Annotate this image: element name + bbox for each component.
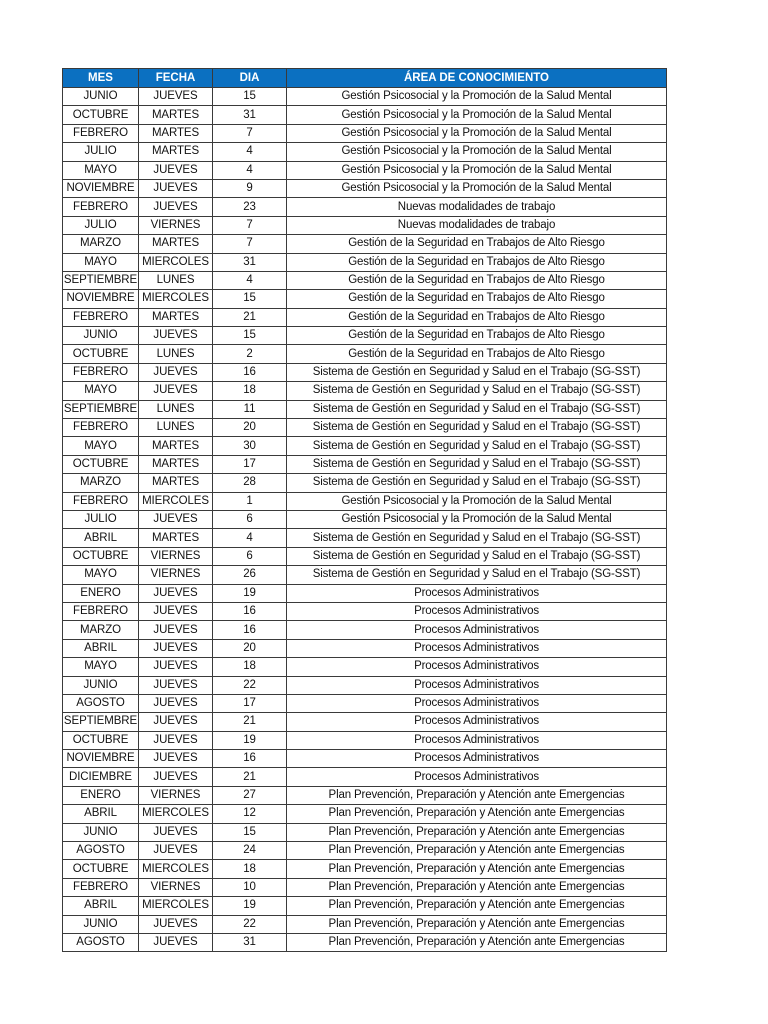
cell-fecha[interactable]: JUEVES [139, 694, 213, 712]
cell-fecha[interactable]: JUEVES [139, 658, 213, 676]
cell-area[interactable]: Procesos Administrativos [287, 676, 667, 694]
cell-fecha[interactable]: MIERCOLES [139, 897, 213, 915]
cell-dia[interactable]: 19 [213, 584, 287, 602]
table-row [63, 933, 667, 951]
cell-mes[interactable]: MAYO [63, 437, 139, 455]
cell-fecha[interactable]: JUEVES [139, 198, 213, 216]
cell-mes[interactable]: FEBRERO [63, 308, 139, 326]
cell-fecha[interactable]: JUEVES [139, 584, 213, 602]
cell-dia[interactable]: 18 [213, 382, 287, 400]
cell-area[interactable]: Gestión Psicosocial y la Promoción de la Salud Mental [287, 492, 667, 510]
cell-area[interactable]: Procesos Administrativos [287, 750, 667, 768]
cell-dia[interactable]: 7 [213, 235, 287, 253]
cell-fecha[interactable]: MIERCOLES [139, 805, 213, 823]
cell-area[interactable]: Gestión de la Seguridad en Trabajos de Alto Riesgo [287, 308, 667, 326]
cell-mes[interactable]: ENERO [63, 584, 139, 602]
table-row [63, 327, 667, 345]
cell-mes[interactable]: SEPTIEMBRE [63, 400, 139, 418]
cell-fecha[interactable]: MARTES [139, 143, 213, 161]
cell-area[interactable]: Procesos Administrativos [287, 621, 667, 639]
header-mes[interactable]: MES [63, 69, 139, 88]
cell-fecha[interactable]: MIERCOLES [139, 860, 213, 878]
table-row [63, 639, 667, 657]
table-row [63, 345, 667, 363]
table-row [63, 823, 667, 841]
cell-mes[interactable]: MAYO [63, 161, 139, 179]
table-row [63, 235, 667, 253]
cell-area[interactable]: Sistema de Gestión en Seguridad y Salud en el Trabajo (SG-SST) [287, 437, 667, 455]
cell-fecha[interactable]: LUNES [139, 271, 213, 289]
cell-area[interactable]: Gestión Psicosocial y la Promoción de la Salud Mental [287, 179, 667, 197]
cell-mes[interactable]: ABRIL [63, 897, 139, 915]
cell-area[interactable]: Sistema de Gestión en Seguridad y Salud en el Trabajo (SG-SST) [287, 474, 667, 492]
cell-area[interactable]: Nuevas modalidades de trabajo [287, 216, 667, 234]
cell-dia[interactable]: 30 [213, 437, 287, 455]
cell-area[interactable]: Plan Prevención, Preparación y Atención ante Emergencias [287, 933, 667, 951]
cell-area[interactable]: Plan Prevención, Preparación y Atención ante Emergencias [287, 842, 667, 860]
table-row [63, 658, 667, 676]
cell-mes[interactable]: SEPTIEMBRE [63, 713, 139, 731]
cell-dia[interactable]: 16 [213, 621, 287, 639]
table-row [63, 253, 667, 271]
cell-dia[interactable]: 21 [213, 768, 287, 786]
cell-mes[interactable]: FEBRERO [63, 363, 139, 381]
table-row [63, 897, 667, 915]
table-row [63, 731, 667, 749]
cell-area[interactable]: Sistema de Gestión en Seguridad y Salud en el Trabajo (SG-SST) [287, 547, 667, 565]
cell-area[interactable]: Sistema de Gestión en Seguridad y Salud en el Trabajo (SG-SST) [287, 529, 667, 547]
cell-dia[interactable]: 22 [213, 915, 287, 933]
cell-mes[interactable]: JUNIO [63, 327, 139, 345]
schedule-table [62, 68, 667, 952]
cell-dia[interactable]: 17 [213, 694, 287, 712]
cell-fecha[interactable]: JUEVES [139, 933, 213, 951]
cell-fecha[interactable]: JUEVES [139, 161, 213, 179]
cell-dia[interactable]: 23 [213, 198, 287, 216]
cell-fecha[interactable]: JUEVES [139, 750, 213, 768]
cell-area[interactable]: Sistema de Gestión en Seguridad y Salud en el Trabajo (SG-SST) [287, 382, 667, 400]
cell-fecha[interactable]: MARTES [139, 437, 213, 455]
cell-dia[interactable]: 20 [213, 639, 287, 657]
cell-fecha[interactable]: MARTES [139, 529, 213, 547]
cell-mes[interactable]: OCTUBRE [63, 455, 139, 473]
cell-dia[interactable]: 15 [213, 88, 287, 106]
cell-area[interactable]: Plan Prevención, Preparación y Atención ante Emergencias [287, 786, 667, 804]
cell-area[interactable]: Gestión Psicosocial y la Promoción de la Salud Mental [287, 106, 667, 124]
cell-mes[interactable]: ENERO [63, 786, 139, 804]
cell-mes[interactable]: JUNIO [63, 676, 139, 694]
cell-dia[interactable]: 31 [213, 106, 287, 124]
cell-dia[interactable]: 19 [213, 897, 287, 915]
cell-dia[interactable]: 20 [213, 419, 287, 437]
cell-fecha[interactable]: VIERNES [139, 786, 213, 804]
cell-fecha[interactable]: MARTES [139, 124, 213, 142]
cell-mes[interactable]: MARZO [63, 474, 139, 492]
table-row [63, 363, 667, 381]
cell-area[interactable]: Gestión de la Seguridad en Trabajos de Alto Riesgo [287, 235, 667, 253]
table-row [63, 437, 667, 455]
cell-area[interactable]: Gestión Psicosocial y la Promoción de la Salud Mental [287, 143, 667, 161]
cell-dia[interactable]: 18 [213, 658, 287, 676]
cell-dia[interactable]: 4 [213, 271, 287, 289]
cell-mes[interactable]: OCTUBRE [63, 860, 139, 878]
cell-mes[interactable]: MAYO [63, 658, 139, 676]
cell-mes[interactable]: MAYO [63, 566, 139, 584]
cell-area[interactable]: Procesos Administrativos [287, 694, 667, 712]
cell-dia[interactable]: 9 [213, 179, 287, 197]
table-row [63, 474, 667, 492]
cell-dia[interactable]: 16 [213, 363, 287, 381]
cell-mes[interactable]: JULIO [63, 216, 139, 234]
cell-mes[interactable]: JUNIO [63, 823, 139, 841]
cell-mes[interactable]: JUNIO [63, 915, 139, 933]
cell-area[interactable]: Gestión de la Seguridad en Trabajos de Alto Riesgo [287, 253, 667, 271]
cell-mes[interactable]: FEBRERO [63, 198, 139, 216]
cell-fecha[interactable]: JUEVES [139, 621, 213, 639]
cell-area[interactable]: Gestión de la Seguridad en Trabajos de Alto Riesgo [287, 345, 667, 363]
cell-mes[interactable]: DICIEMBRE [63, 768, 139, 786]
cell-dia[interactable]: 21 [213, 713, 287, 731]
cell-mes[interactable]: FEBRERO [63, 602, 139, 620]
cell-dia[interactable]: 22 [213, 676, 287, 694]
cell-area[interactable]: Procesos Administrativos [287, 602, 667, 620]
table-row [63, 290, 667, 308]
cell-fecha[interactable]: MIERCOLES [139, 253, 213, 271]
cell-dia[interactable]: 6 [213, 510, 287, 528]
cell-mes[interactable]: MAYO [63, 253, 139, 271]
cell-dia[interactable]: 18 [213, 860, 287, 878]
cell-mes[interactable]: SEPTIEMBRE [63, 271, 139, 289]
cell-dia[interactable]: 31 [213, 933, 287, 951]
table-row [63, 124, 667, 142]
cell-mes[interactable]: OCTUBRE [63, 345, 139, 363]
cell-area[interactable]: Gestión Psicosocial y la Promoción de la Salud Mental [287, 124, 667, 142]
cell-fecha[interactable]: JUEVES [139, 842, 213, 860]
table-row [63, 584, 667, 602]
cell-dia[interactable]: 7 [213, 216, 287, 234]
cell-dia[interactable]: 10 [213, 878, 287, 896]
cell-fecha[interactable]: JUEVES [139, 363, 213, 381]
table-row [63, 419, 667, 437]
table-row [63, 308, 667, 326]
table-row [63, 179, 667, 197]
cell-area[interactable]: Plan Prevención, Preparación y Atención ante Emergencias [287, 823, 667, 841]
cell-area[interactable]: Plan Prevención, Preparación y Atención ante Emergencias [287, 860, 667, 878]
cell-mes[interactable]: OCTUBRE [63, 106, 139, 124]
cell-fecha[interactable]: MARTES [139, 235, 213, 253]
cell-area[interactable]: Nuevas modalidades de trabajo [287, 198, 667, 216]
cell-area[interactable]: Sistema de Gestión en Seguridad y Salud en el Trabajo (SG-SST) [287, 455, 667, 473]
cell-fecha[interactable]: JUEVES [139, 382, 213, 400]
cell-dia[interactable]: 19 [213, 731, 287, 749]
cell-fecha[interactable]: VIERNES [139, 566, 213, 584]
cell-mes[interactable]: JULIO [63, 143, 139, 161]
cell-dia[interactable]: 4 [213, 161, 287, 179]
cell-area[interactable]: Sistema de Gestión en Seguridad y Salud en el Trabajo (SG-SST) [287, 566, 667, 584]
cell-dia[interactable]: 6 [213, 547, 287, 565]
table-row [63, 492, 667, 510]
cell-area[interactable]: Procesos Administrativos [287, 584, 667, 602]
cell-dia[interactable]: 4 [213, 529, 287, 547]
cell-fecha[interactable]: MIERCOLES [139, 492, 213, 510]
table-row [63, 566, 667, 584]
table-row [63, 198, 667, 216]
cell-fecha[interactable]: JUEVES [139, 639, 213, 657]
cell-area[interactable]: Sistema de Gestión en Seguridad y Salud en el Trabajo (SG-SST) [287, 363, 667, 381]
cell-area[interactable]: Gestión Psicosocial y la Promoción de la Salud Mental [287, 88, 667, 106]
cell-dia[interactable]: 2 [213, 345, 287, 363]
cell-fecha[interactable]: JUEVES [139, 510, 213, 528]
cell-fecha[interactable]: JUEVES [139, 713, 213, 731]
cell-dia[interactable]: 17 [213, 455, 287, 473]
table-row [63, 400, 667, 418]
cell-area[interactable]: Procesos Administrativos [287, 768, 667, 786]
cell-dia[interactable]: 15 [213, 823, 287, 841]
cell-area[interactable]: Gestión de la Seguridad en Trabajos de Alto Riesgo [287, 271, 667, 289]
cell-area[interactable]: Procesos Administrativos [287, 713, 667, 731]
cell-fecha[interactable]: JUEVES [139, 179, 213, 197]
cell-area[interactable]: Sistema de Gestión en Seguridad y Salud en el Trabajo (SG-SST) [287, 400, 667, 418]
cell-fecha[interactable]: MARTES [139, 308, 213, 326]
table-row [63, 161, 667, 179]
cell-area[interactable]: Gestión de la Seguridad en Trabajos de Alto Riesgo [287, 327, 667, 345]
table-row [63, 106, 667, 124]
table-row [63, 694, 667, 712]
cell-fecha[interactable]: MIERCOLES [139, 290, 213, 308]
cell-fecha[interactable]: JUEVES [139, 327, 213, 345]
cell-area[interactable]: Sistema de Gestión en Seguridad y Salud en el Trabajo (SG-SST) [287, 419, 667, 437]
cell-dia[interactable]: 21 [213, 308, 287, 326]
cell-fecha[interactable]: JUEVES [139, 88, 213, 106]
cell-mes[interactable]: MAYO [63, 382, 139, 400]
cell-mes[interactable]: AGOSTO [63, 933, 139, 951]
cell-area[interactable]: Procesos Administrativos [287, 639, 667, 657]
cell-dia[interactable]: 15 [213, 290, 287, 308]
header-area-de-conocimiento[interactable]: ÁREA DE CONOCIMIENTO [287, 69, 667, 88]
cell-fecha[interactable]: VIERNES [139, 547, 213, 565]
cell-fecha[interactable]: JUEVES [139, 676, 213, 694]
cell-fecha[interactable]: VIERNES [139, 216, 213, 234]
table-row [63, 529, 667, 547]
cell-mes[interactable]: NOVIEMBRE [63, 750, 139, 768]
cell-fecha[interactable]: LUNES [139, 419, 213, 437]
table-row [63, 547, 667, 565]
table-row [63, 602, 667, 620]
table-row [63, 713, 667, 731]
cell-fecha[interactable]: JUEVES [139, 823, 213, 841]
table-row [63, 860, 667, 878]
table-row [63, 382, 667, 400]
cell-mes[interactable]: ABRIL [63, 639, 139, 657]
header-fecha[interactable]: FECHA [139, 69, 213, 88]
cell-area[interactable]: Plan Prevención, Preparación y Atención ante Emergencias [287, 897, 667, 915]
cell-mes[interactable]: FEBRERO [63, 419, 139, 437]
cell-dia[interactable]: 26 [213, 566, 287, 584]
cell-mes[interactable]: MARZO [63, 235, 139, 253]
cell-mes[interactable]: FEBRERO [63, 878, 139, 896]
spreadsheet-sheet [62, 68, 666, 952]
cell-fecha[interactable]: MARTES [139, 106, 213, 124]
cell-mes[interactable]: NOVIEMBRE [63, 290, 139, 308]
cell-dia[interactable]: 16 [213, 602, 287, 620]
table-row [63, 510, 667, 528]
cell-mes[interactable]: AGOSTO [63, 694, 139, 712]
cell-area[interactable]: Plan Prevención, Preparación y Atención ante Emergencias [287, 915, 667, 933]
cell-dia[interactable]: 12 [213, 805, 287, 823]
cell-dia[interactable]: 31 [213, 253, 287, 271]
cell-dia[interactable]: 4 [213, 143, 287, 161]
header-row [63, 69, 667, 88]
cell-mes[interactable]: MARZO [63, 621, 139, 639]
cell-area[interactable]: Procesos Administrativos [287, 658, 667, 676]
cell-fecha[interactable]: LUNES [139, 345, 213, 363]
cell-area[interactable]: Plan Prevención, Preparación y Atención ante Emergencias [287, 878, 667, 896]
cell-area[interactable]: Procesos Administrativos [287, 731, 667, 749]
table-row [63, 750, 667, 768]
cell-fecha[interactable]: JUEVES [139, 768, 213, 786]
cell-mes[interactable]: OCTUBRE [63, 547, 139, 565]
cell-area[interactable]: Gestión de la Seguridad en Trabajos de Alto Riesgo [287, 290, 667, 308]
table-row [63, 455, 667, 473]
table-row [63, 805, 667, 823]
cell-dia[interactable]: 7 [213, 124, 287, 142]
cell-mes[interactable]: FEBRERO [63, 492, 139, 510]
cell-area[interactable]: Gestión Psicosocial y la Promoción de la Salud Mental [287, 161, 667, 179]
cell-fecha[interactable]: VIERNES [139, 878, 213, 896]
cell-fecha[interactable]: JUEVES [139, 915, 213, 933]
cell-mes[interactable]: JULIO [63, 510, 139, 528]
cell-fecha[interactable]: JUEVES [139, 602, 213, 620]
cell-fecha[interactable]: JUEVES [139, 731, 213, 749]
cell-dia[interactable]: 16 [213, 750, 287, 768]
cell-mes[interactable]: JUNIO [63, 88, 139, 106]
cell-dia[interactable]: 24 [213, 842, 287, 860]
header-dia[interactable]: DIA [213, 69, 287, 88]
table-row [63, 676, 667, 694]
table-row [63, 271, 667, 289]
cell-dia[interactable]: 11 [213, 400, 287, 418]
table-row [63, 786, 667, 804]
cell-mes[interactable]: AGOSTO [63, 842, 139, 860]
table-row [63, 143, 667, 161]
table-row [63, 878, 667, 896]
table-row [63, 768, 667, 786]
cell-fecha[interactable]: MARTES [139, 455, 213, 473]
table-row [63, 88, 667, 106]
cell-fecha[interactable]: LUNES [139, 400, 213, 418]
cell-mes[interactable]: ABRIL [63, 529, 139, 547]
cell-area[interactable]: Gestión Psicosocial y la Promoción de la Salud Mental [287, 510, 667, 528]
cell-mes[interactable]: FEBRERO [63, 124, 139, 142]
cell-fecha[interactable]: MARTES [139, 474, 213, 492]
cell-dia[interactable]: 27 [213, 786, 287, 804]
cell-mes[interactable]: NOVIEMBRE [63, 179, 139, 197]
table-row [63, 621, 667, 639]
cell-mes[interactable]: ABRIL [63, 805, 139, 823]
table-row [63, 915, 667, 933]
table-body [63, 88, 667, 952]
cell-area[interactable]: Plan Prevención, Preparación y Atención ante Emergencias [287, 805, 667, 823]
cell-dia[interactable]: 28 [213, 474, 287, 492]
cell-dia[interactable]: 15 [213, 327, 287, 345]
table-row [63, 216, 667, 234]
cell-dia[interactable]: 1 [213, 492, 287, 510]
cell-mes[interactable]: OCTUBRE [63, 731, 139, 749]
table-row [63, 842, 667, 860]
